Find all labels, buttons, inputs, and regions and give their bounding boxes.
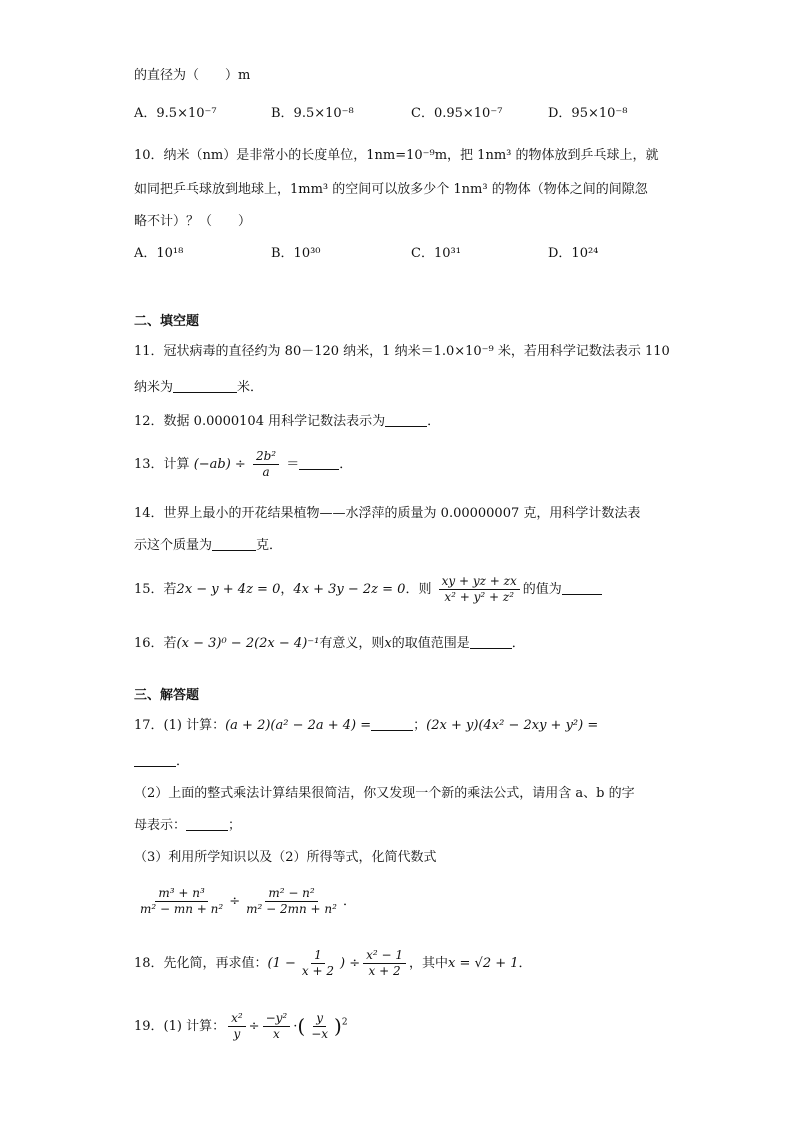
q19-power: 2 bbox=[341, 1017, 348, 1028]
q17-line2-post: ． bbox=[176, 754, 190, 769]
q9-option-a: A．9.5×10⁻⁷ bbox=[134, 106, 217, 121]
q18-fraction1 bbox=[299, 948, 337, 979]
q17-part3-line: （3）利用所学知识以及（2）所得等式，化简代数式 bbox=[134, 850, 437, 865]
q17-fraction1 bbox=[137, 886, 226, 917]
q18-f1-numerator: 1 bbox=[311, 948, 325, 964]
q10-option-c: C．10³¹ bbox=[411, 246, 461, 261]
q18-f2-numerator: x² − 1 bbox=[363, 948, 406, 964]
q15-numerator: xy + yz + zx bbox=[439, 574, 520, 590]
q17-blank3[interactable] bbox=[186, 817, 228, 831]
q15-answer-blank[interactable] bbox=[562, 581, 602, 595]
q15-post: 的值为 bbox=[522, 582, 562, 597]
q18-cond: ，其中 bbox=[409, 956, 449, 971]
q12-answer-blank[interactable] bbox=[385, 413, 427, 427]
q16-var: x bbox=[384, 636, 392, 651]
q17-expr1: (a + 2)(a² − 2a + 4) = bbox=[225, 718, 372, 733]
section-heading-fill-blank: 二、填空题 bbox=[134, 314, 200, 329]
q19-f2-denominator: x bbox=[273, 1027, 280, 1041]
q19-op2: · bbox=[293, 1019, 298, 1034]
section-heading-solve: 三、解答题 bbox=[134, 688, 200, 703]
q10-option-a: A．10¹⁸ bbox=[134, 246, 184, 261]
q15-eq2: 4x + 3y − 2z = 0 bbox=[293, 582, 406, 597]
q9-option-d: D．95×10⁻⁸ bbox=[548, 106, 628, 121]
q9-option-c: C．0.95×10⁻⁷ bbox=[411, 106, 503, 121]
q13-pre: 13．计算 bbox=[134, 457, 190, 472]
q18-pre: 18．先化简，再求值： bbox=[134, 956, 268, 971]
q15-mid: ．则 bbox=[405, 582, 432, 597]
q19-fraction2 bbox=[263, 1011, 291, 1042]
q17-part2-pre: 母表示： bbox=[134, 818, 187, 833]
q14-line1: 14．世界上最小的开花结果植物——水浮萍的质量为 0.00000007 克，用科学计数法表 bbox=[134, 506, 641, 521]
q13-numerator: 2b² bbox=[253, 449, 279, 465]
q9-text: 的直径为（ ）m bbox=[134, 68, 251, 83]
q17-f2-numerator: m² − n² bbox=[265, 886, 317, 902]
q17-line2 bbox=[134, 752, 189, 772]
q17-sep: ； bbox=[413, 718, 427, 733]
q14-line2-post: 克． bbox=[256, 538, 283, 553]
q17-part2-line1: （2）上面的整式乘法计算结果很简洁，你又发现一个新的乘法公式，请用含 a、b 的字 bbox=[134, 786, 635, 801]
q12-line bbox=[134, 412, 440, 432]
q13-answer-blank[interactable] bbox=[299, 456, 339, 470]
q16-end: ． bbox=[511, 636, 525, 651]
q16-mid: 有意义，则 bbox=[319, 636, 385, 651]
q16-answer-blank[interactable] bbox=[470, 635, 512, 649]
q11-line2-post: 米． bbox=[237, 380, 264, 395]
q18-f2-denominator: x + 2 bbox=[368, 964, 401, 978]
q19-fraction1 bbox=[228, 1011, 246, 1042]
q18-open: (1 − bbox=[267, 956, 296, 971]
q11-line1: 11．冠状病毒的直径约为 80－120 纳米，1 纳米＝1.0×10⁻⁹ 米，若用科学记数法表示 110 bbox=[134, 344, 670, 359]
q16-line bbox=[134, 632, 525, 656]
q11-line2 bbox=[134, 378, 263, 398]
q15-sep: ， bbox=[280, 582, 294, 597]
q14-answer-blank[interactable] bbox=[212, 537, 256, 551]
q19-line bbox=[134, 1006, 348, 1047]
q17-part3-expression bbox=[134, 882, 356, 922]
q19-pre: 19．(1) 计算： bbox=[134, 1019, 226, 1034]
q19-f3-denominator: −x bbox=[311, 1027, 329, 1041]
q18-line bbox=[134, 944, 532, 984]
q17-part2-post: ； bbox=[228, 818, 242, 833]
q15-pre: 15．若 bbox=[134, 582, 177, 597]
q14-line2-pre: 示这个质量为 bbox=[134, 538, 213, 553]
q11-answer-blank[interactable] bbox=[173, 379, 237, 393]
q19-f2-numerator: −y² bbox=[263, 1011, 291, 1027]
q16-expr: (x − 3)⁰ − 2(2x − 4)⁻¹ bbox=[176, 636, 320, 651]
q10-line1: 10．纳米（nm）是非常小的长度单位，1nm=10⁻⁹m，把 1nm³ 的物体放到乒乓球上，就 bbox=[134, 148, 659, 163]
q12-pre: 12．数据 0.0000104 用科学记数法表示为 bbox=[134, 414, 386, 429]
q16-pre: 16．若 bbox=[134, 636, 177, 651]
q19-f3-numerator: y bbox=[313, 1011, 326, 1027]
q17-f1-numerator: m³ + n³ bbox=[155, 886, 207, 902]
q18-f1-denominator: x + 2 bbox=[301, 964, 335, 978]
q10-option-b: B．10³⁰ bbox=[271, 246, 321, 261]
q12-post: ． bbox=[427, 414, 441, 429]
q19-f1-denominator: y bbox=[233, 1027, 241, 1041]
q19-paren-close: ) bbox=[334, 1014, 342, 1038]
q15-line bbox=[134, 570, 602, 610]
q19-paren-open: ( bbox=[297, 1014, 306, 1038]
q10-line2: 如同把乒乓球放到地球上，1mm³ 的空间可以放多少个 1nm³ 的物体（物体之间的间隙忽 bbox=[134, 182, 648, 197]
q17-part2-line2 bbox=[134, 816, 241, 836]
q15-eq1: 2x − y + 4z = 0 bbox=[176, 582, 281, 597]
q11-line2-pre: 纳米为 bbox=[134, 380, 174, 395]
q14-line2 bbox=[134, 536, 282, 556]
q19-f1-numerator: x² bbox=[228, 1011, 246, 1027]
q9-option-b: B．9.5×10⁻⁸ bbox=[271, 106, 354, 121]
q18-value: x = √2 + 1 bbox=[448, 956, 519, 971]
q13-post: ． bbox=[339, 457, 353, 472]
q15-denominator: x² + y² + z² bbox=[444, 590, 515, 604]
q17-fraction2 bbox=[243, 886, 340, 917]
q13-line bbox=[134, 446, 352, 484]
q13-fraction bbox=[253, 449, 279, 480]
q13-expr: (−ab) ÷ bbox=[193, 457, 246, 472]
q17-pre: 17．(1) 计算： bbox=[134, 718, 226, 733]
q19-fraction3 bbox=[308, 1011, 331, 1042]
q10-option-d: D．10²⁴ bbox=[548, 246, 599, 261]
q17-line1 bbox=[134, 714, 598, 738]
q17-op: ÷ bbox=[229, 894, 241, 909]
q17-end: ． bbox=[342, 894, 356, 909]
q17-f1-denominator: m² − mn + n² bbox=[140, 902, 224, 916]
q19-op1: ÷ bbox=[248, 1019, 260, 1034]
q18-close: ) ÷ bbox=[340, 956, 361, 971]
q17-blank1[interactable] bbox=[371, 717, 413, 731]
q17-f2-denominator: m² − 2mn + n² bbox=[246, 902, 337, 916]
q16-post: 的取值范围是 bbox=[391, 636, 470, 651]
q10-line3: 略不计）？（ ） bbox=[134, 214, 252, 229]
q15-fraction bbox=[439, 574, 520, 605]
q18-fraction2 bbox=[363, 948, 406, 979]
q13-eq: ＝ bbox=[286, 457, 300, 472]
q18-end: ． bbox=[518, 956, 532, 971]
q17-blank2[interactable] bbox=[134, 753, 176, 767]
q13-denominator: a bbox=[262, 465, 270, 479]
q17-expr2: (2x + y)(4x² − 2xy + y²) = bbox=[426, 718, 599, 733]
